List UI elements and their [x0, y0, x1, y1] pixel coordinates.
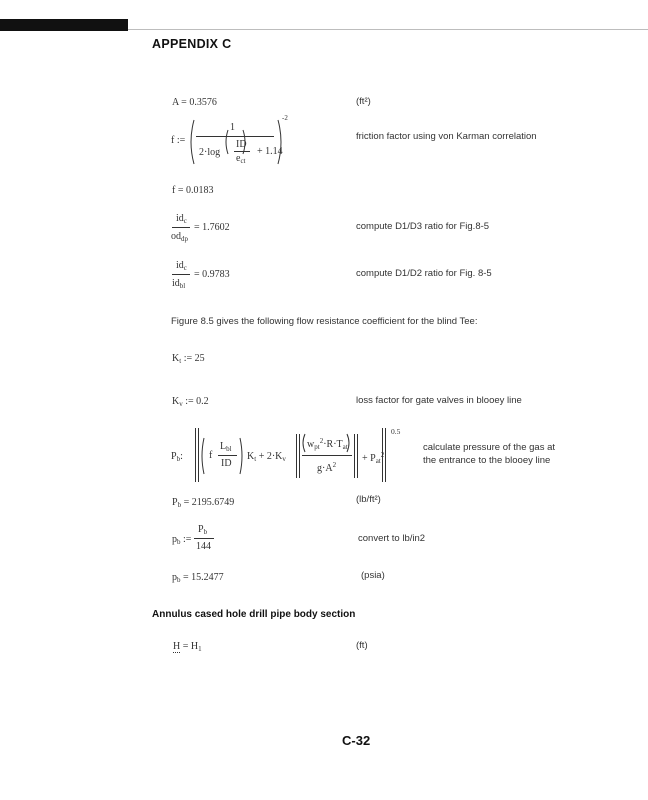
pb-length-bar [218, 455, 237, 456]
friction-id: ID [236, 139, 247, 150]
pb-inner-right-bar [354, 434, 355, 478]
pb-f: f [209, 450, 213, 461]
friction-lhs: f := [171, 135, 186, 146]
pb-id: ID [221, 458, 232, 469]
ratio2-value: = 0.9783 [194, 269, 230, 280]
pb-mass-bar [302, 455, 352, 456]
ratio1-note: compute D1/D3 ratio for Fig.8-5 [356, 221, 490, 232]
pb-inner-left-bar2 [299, 434, 300, 478]
section-title: Annulus cased hole drill pipe body section [152, 609, 356, 620]
psia-unit: (psia) [361, 570, 385, 581]
header-rule [128, 29, 648, 30]
pb-note-line2: the entrance to the blooey line [423, 455, 551, 466]
psia-denominator: 144 [196, 541, 211, 552]
kt-equation: $K_t$ := 25 [172, 353, 205, 365]
friction-constant: + 1.14 [257, 146, 283, 157]
pb-atm-pressure: + $P_{at}^2$ [362, 451, 385, 465]
area-equation: A = 0.3576 [172, 97, 217, 108]
psia-note: convert to lb/in2 [358, 533, 426, 544]
pb-gravity-area: $g\cdot A^2$ [317, 461, 337, 474]
height-equation: $H = H_1$ [173, 641, 202, 653]
friction-value: f = 0.0183 [172, 185, 214, 196]
psia-lhs: $p_b$ := [172, 534, 192, 546]
pb-unit: (lb/ft²) [356, 494, 381, 505]
ratio2-bar [172, 274, 190, 275]
pb-mass-flow: $w_{pt}^2\cdot R\cdot T_{at}$ [307, 437, 348, 451]
header-bar [0, 19, 128, 31]
ratio1-bar [172, 227, 190, 228]
pb-outer-left-bar2 [198, 428, 199, 482]
page-number: C-32 [342, 733, 371, 748]
area-unit: (ft²) [356, 96, 371, 107]
friction-exponent: -2 [282, 114, 288, 122]
ratio1-value: = 1.7602 [194, 222, 230, 233]
kv-note: loss factor for gate valves in blooey line [356, 395, 522, 406]
pb-inner-left-bar [296, 434, 297, 478]
ratio2-denominator: $id_{bl}$ [172, 278, 186, 290]
figure-note: Figure 8.5 gives the following flow resistance coefficient for the blind Tee: [171, 316, 478, 327]
pb-outer-right-bar2 [385, 428, 386, 482]
pb-outer-left-bar [195, 428, 196, 482]
friction-log: 2·log [199, 147, 221, 158]
friction-numerator: 1 [230, 122, 235, 133]
psia-value: $p_b = 15.2477$ [172, 572, 224, 584]
friction-inner-bar [234, 151, 250, 152]
pb-length: $L_{bl}$ [220, 441, 232, 453]
page-title: APPENDIX C [152, 37, 232, 51]
kv-equation: $K_v$ := 0.2 [172, 396, 209, 408]
friction-fraction-bar [196, 136, 274, 137]
psia-bar [194, 538, 214, 539]
friction-roughness: $e_{ct}$ [236, 153, 246, 165]
ratio1-denominator: $od_{dp}$ [171, 231, 188, 243]
ratio2-numerator: $id_c$ [176, 260, 187, 272]
height-unit: (ft) [356, 640, 368, 651]
psia-numerator: $P_b$ [198, 524, 208, 536]
pb-value: $P_b = 2195.6749$ [172, 497, 235, 509]
pb-exponent: 0.5 [391, 427, 401, 436]
pb-inner-right-bar2 [357, 434, 358, 478]
ratio1-numerator: $id_c$ [176, 213, 187, 225]
pb-note-line1: calculate pressure of the gas at [423, 442, 556, 453]
pb-lhs: $P_b$: [171, 451, 183, 463]
friction-note: friction factor using von Karman correlation [356, 131, 537, 142]
ratio2-note: compute D1/D2 ratio for Fig. 8-5 [356, 268, 492, 279]
pb-losses: $K_t + 2\cdot K_v$ [247, 451, 286, 463]
